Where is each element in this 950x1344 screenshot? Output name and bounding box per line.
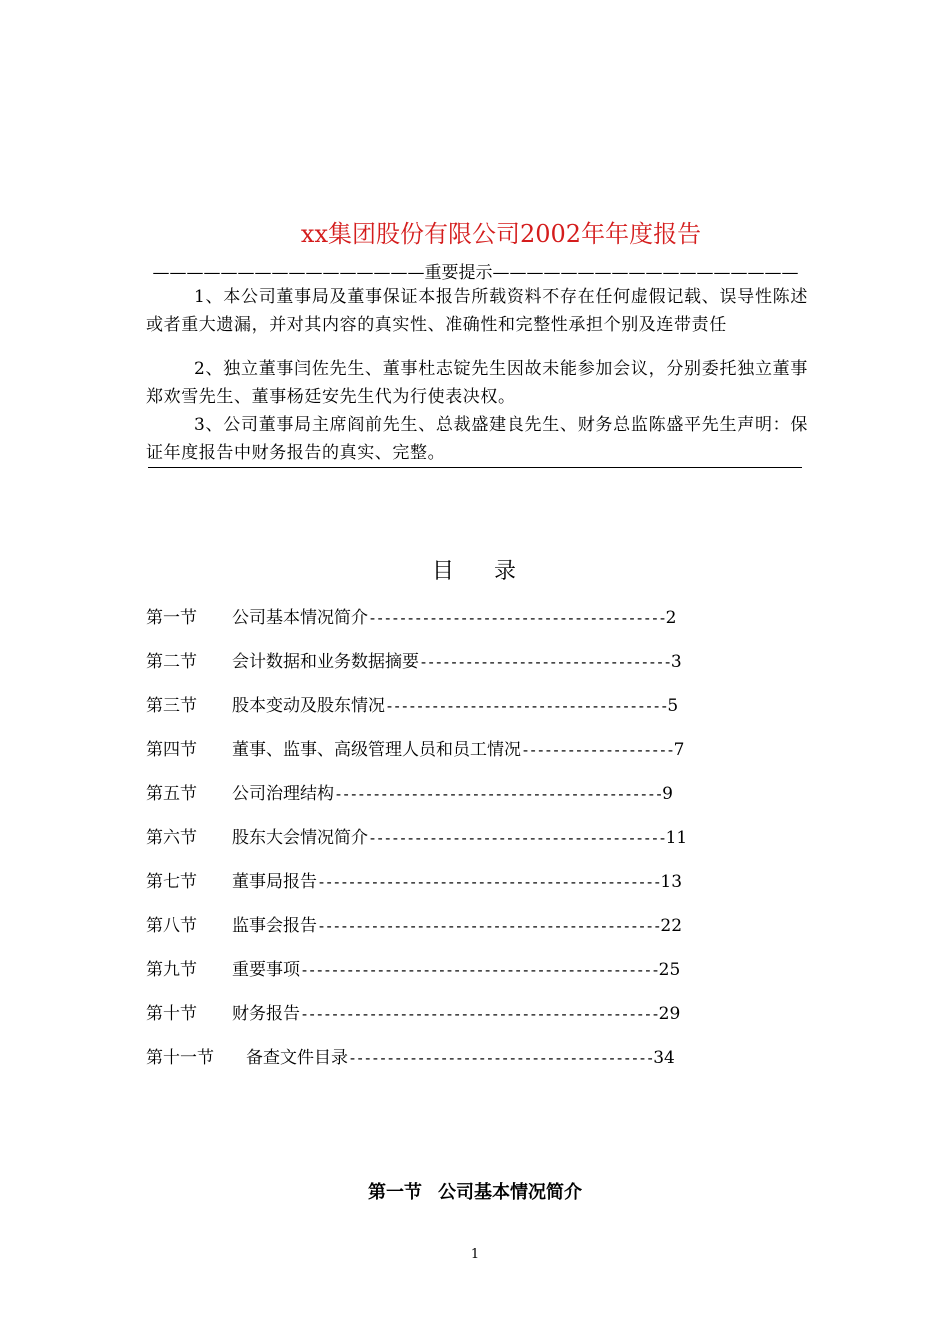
report-title: xx集团股份有限公司2002年年度报告	[300, 220, 702, 248]
toc-entry[interactable]	[146, 911, 682, 941]
toc-page-number: 22	[660, 916, 683, 936]
toc-section-number: 第八节	[146, 916, 197, 936]
toc-entry[interactable]	[146, 1043, 675, 1073]
section-heading	[0, 1178, 950, 1204]
toc-section-number: 第四节	[146, 740, 197, 760]
toc-section-number: 第七节	[146, 872, 197, 892]
toc-entry[interactable]	[146, 955, 680, 985]
toc-leader: ---------------------------------------	[368, 609, 666, 627]
toc-section-number: 第一节	[146, 608, 197, 628]
toc-leader: -------------------------------------------	[334, 785, 663, 803]
toc-page-number: 2	[665, 608, 677, 628]
toc-entry[interactable]	[146, 735, 684, 765]
toc-entry[interactable]	[146, 779, 673, 809]
toc-section-name: 监事会报告	[232, 916, 317, 936]
section-heading-name: 公司基本情况简介	[438, 1182, 582, 1203]
toc-leader: ----------------------------------------	[348, 1049, 654, 1067]
toc-page-number: 3	[670, 652, 682, 672]
toc-section-name: 股本变动及股东情况	[232, 696, 385, 716]
toc-section-name: 重要事项	[232, 960, 300, 980]
toc-section-number: 第六节	[146, 828, 197, 848]
toc-leader: ---------------------------------------	[368, 829, 666, 847]
toc-page-number: 11	[665, 828, 688, 848]
toc-entry[interactable]	[146, 999, 680, 1029]
toc-entry[interactable]	[146, 691, 678, 721]
toc-section-name: 董事、监事、高级管理人员和员工情况	[232, 740, 521, 760]
toc-page-number: 7	[673, 740, 685, 760]
notice-item-3: 3、公司董事局主席阎前先生、总裁盛建良先生、财务总监陈盛平先生声明：保证年度报告中财务报告的真实、完整。	[146, 415, 808, 463]
toc-page-number: 9	[662, 784, 673, 804]
toc-section-name: 股东大会情况简介	[232, 828, 368, 848]
toc-section-name: 公司基本情况简介	[232, 608, 368, 628]
toc-entry[interactable]	[146, 867, 682, 897]
toc-page-number: 25	[658, 960, 681, 980]
toc-section-number: 第十一节	[146, 1048, 214, 1068]
toc-leader: ---------------------------------------------	[317, 873, 661, 891]
page-number: 1	[470, 1247, 480, 1262]
toc-page-number: 13	[660, 872, 683, 892]
toc-entry[interactable]	[146, 647, 682, 677]
toc-section-name: 备查文件目录	[246, 1048, 348, 1068]
toc-page-number: 5	[667, 696, 679, 716]
toc-section-number: 第三节	[146, 696, 197, 716]
toc-leader: --------------------	[521, 741, 674, 759]
toc-leader: ---------------------------------	[419, 653, 671, 671]
toc-leader: -----------------------------------------------	[300, 961, 659, 979]
notice-bottom-rule	[148, 467, 802, 468]
toc-section-name: 公司治理结构	[232, 784, 334, 804]
toc-entry[interactable]	[146, 823, 687, 853]
toc-leader: ---------------------------------------------	[317, 917, 661, 935]
toc-title: 目录	[432, 559, 557, 584]
toc-section-number: 第二节	[146, 652, 197, 672]
toc-leader: -----------------------------------------------	[300, 1005, 659, 1023]
toc-leader: -------------------------------------	[385, 697, 668, 715]
important-notice-heading: ————————————————重要提示——————————————————	[152, 263, 799, 283]
toc-entry[interactable]	[146, 603, 676, 633]
section-heading-number: 第一节	[368, 1182, 422, 1203]
toc-section-number: 第十节	[146, 1004, 197, 1024]
toc-section-name: 财务报告	[232, 1004, 300, 1024]
toc-section-number: 第九节	[146, 960, 197, 980]
toc-page-number: 29	[658, 1004, 681, 1024]
toc-page-number: 34	[653, 1048, 675, 1068]
toc-section-name: 会计数据和业务数据摘要	[232, 652, 419, 672]
notice-item-2: 2、独立董事闫佐先生、董事杜志锭先生因故未能参加会议，分别委托独立董事郑欢雪先生、董事杨廷安先生代为行使表决权。	[146, 359, 808, 407]
toc-section-name: 董事局报告	[232, 872, 317, 892]
toc-section-number: 第五节	[146, 784, 197, 804]
notice-item-1: 1、本公司董事局及董事保证本报告所载资料不存在任何虚假记载、误导性陈述或者重大遗漏，并对其内容的真实性、准确性和完整性承担个别及连带责任	[146, 287, 808, 335]
